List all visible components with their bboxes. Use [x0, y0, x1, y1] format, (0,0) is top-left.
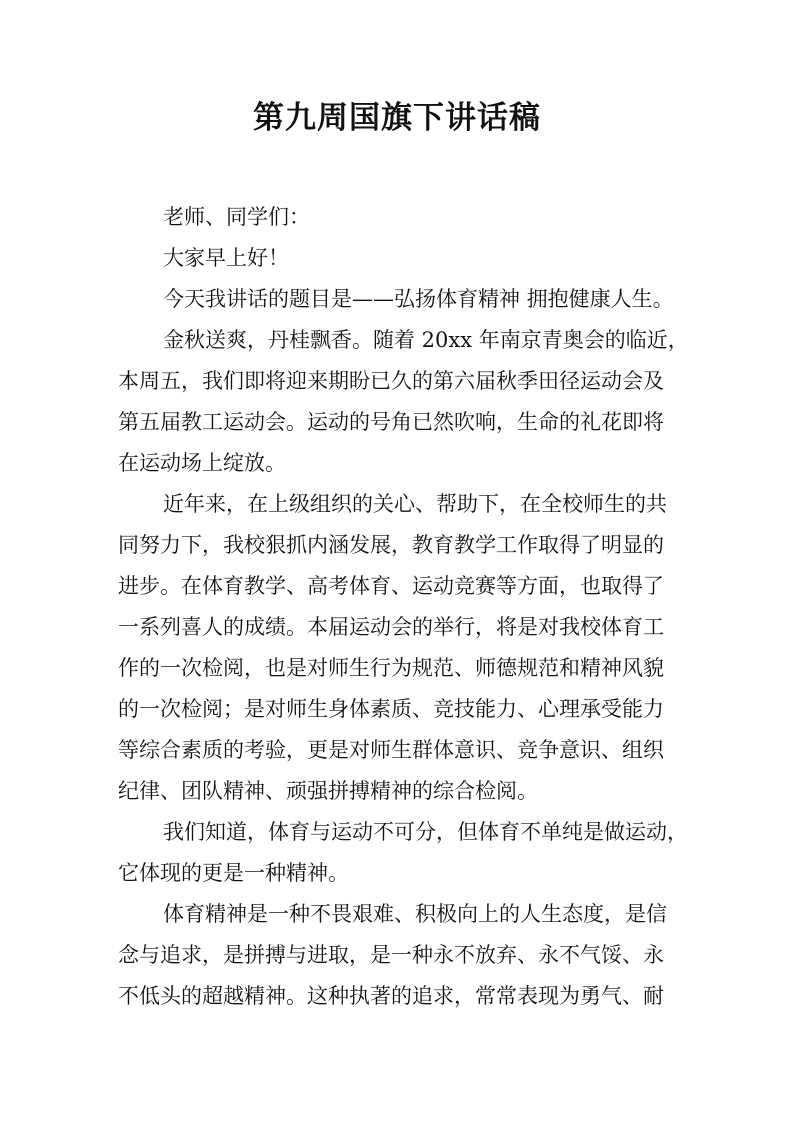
paragraph-line: 不低头的超越精神。这种执著的追求，常常表现为勇气、耐 [118, 984, 664, 1008]
greeting-line: 老师、同学们： [163, 205, 310, 229]
paragraph-line: 金秋送爽，丹桂飘香。随着 20xx 年南京青奥会的临近， [163, 328, 689, 352]
salutation-line: 大家早上好！ [163, 246, 289, 270]
paragraph-line: 体育精神是一种不畏艰难、积极向上的人生态度，是信 [163, 902, 667, 926]
paragraph-line: 念与追求，是拼搏与进取，是一种永不放弃、永不气馁、永 [118, 943, 664, 967]
paragraph-line: 我们知道，体育与运动不可分，但体育不单纯是做运动， [163, 820, 688, 844]
paragraph-line: 作的一次检阅，也是对师生行为规范、师德规范和精神风貌 [118, 656, 664, 680]
paragraph-line: 纪律、团队精神、顽强拼搏精神的综合检阅。 [118, 779, 538, 803]
paragraph-line: 它体现的更是一种精神。 [118, 861, 349, 885]
paragraph-line: 在运动场上绽放。 [118, 451, 286, 475]
paragraph-line: 的一次检阅；是对师生身体素质、竞技能力、心理承受能力 [118, 697, 664, 721]
paragraph-line: 同努力下，我校狠抓内涵发展，教育教学工作取得了明显的 [118, 533, 664, 557]
topic-line: 今天我讲话的题目是——弘扬体育精神 拥抱健康人生。 [163, 287, 674, 311]
paragraph-line: 一系列喜人的成绩。本届运动会的举行，将是对我校体育工 [118, 615, 664, 639]
paragraph-line: 近年来，在上级组织的关心、帮助下，在全校师生的共 [163, 492, 667, 516]
document-title: 第九周国旗下讲话稿 [253, 100, 541, 136]
paragraph-line: 本周五，我们即将迎来期盼已久的第六届秋季田径运动会及 [118, 369, 664, 393]
paragraph-line: 第五届教工运动会。运动的号角已然吹响，生命的礼花即将 [118, 410, 664, 434]
paragraph-line: 进步。在体育教学、高考体育、运动竞赛等方面，也取得了 [118, 574, 664, 598]
paragraph-line: 等综合素质的考验，更是对师生群体意识、竞争意识、组织 [118, 738, 664, 762]
